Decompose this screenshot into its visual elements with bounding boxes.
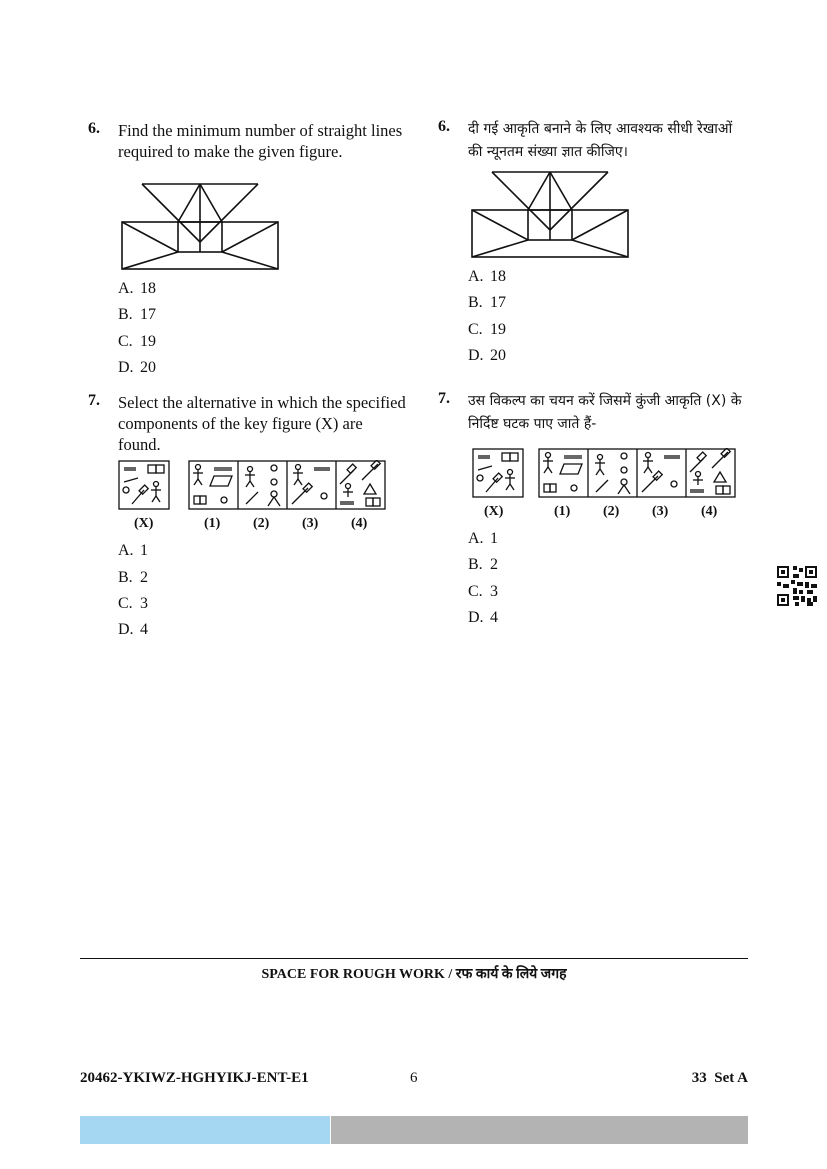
question-text: Select the alternative in which the specified components of the key figure (X) are found.: [118, 393, 406, 454]
option-value: 20: [140, 359, 156, 376]
option-value: 1: [490, 530, 498, 547]
option-c[interactable]: [118, 595, 148, 613]
option-label: A.: [468, 268, 484, 285]
question-text: उस विकल्प का चयन करें जिसमें कुंजी आकृति (X) के निर्दिष्ट घटक पाए जाते हैं-: [468, 393, 742, 432]
figure-label-1: (1): [204, 516, 221, 531]
option-label: B.: [468, 556, 483, 573]
option-value: 17: [140, 306, 156, 323]
option-label: A.: [468, 530, 484, 547]
qr-code-icon: [777, 566, 817, 606]
option-value: 19: [490, 321, 506, 338]
footer-set-label: Set A: [714, 1070, 748, 1086]
option-value: 2: [140, 569, 148, 586]
option-b[interactable]: [118, 569, 148, 587]
left-q6-figure: [120, 182, 280, 272]
option-c[interactable]: [118, 333, 156, 351]
option-value: 18: [490, 268, 506, 285]
right-q7-option-figures: [538, 448, 736, 498]
option-label: A.: [118, 280, 134, 297]
right-q7-key-figure: [472, 448, 524, 498]
option-label: D.: [468, 347, 484, 364]
option-a[interactable]: [468, 268, 506, 286]
question-number: 6.: [88, 120, 100, 137]
right-question-6: [438, 118, 758, 378]
left-q7-key-figure: [118, 460, 170, 510]
footer-page-number: 6: [410, 1070, 418, 1086]
option-a[interactable]: [118, 280, 156, 298]
question-number: 7.: [438, 390, 450, 407]
option-b[interactable]: [118, 306, 156, 324]
figure-label-x: (X): [484, 504, 504, 519]
question-number: 6.: [438, 118, 450, 135]
left-question-6: [88, 120, 408, 380]
option-a[interactable]: [468, 530, 498, 548]
option-value: 1: [140, 542, 148, 559]
option-value: 4: [490, 609, 498, 626]
option-d[interactable]: [468, 347, 506, 365]
option-d[interactable]: [118, 359, 156, 377]
option-label: C.: [468, 321, 483, 338]
option-label: D.: [118, 359, 134, 376]
footer-bar-blue: [80, 1116, 330, 1144]
figure-label-x: (X): [134, 516, 154, 531]
figure-label-2: (2): [253, 516, 270, 531]
figure-label-1: (1): [554, 504, 571, 519]
option-d[interactable]: [468, 609, 498, 627]
option-value: 17: [490, 294, 506, 311]
option-label: C.: [118, 595, 133, 612]
option-c[interactable]: [468, 321, 506, 339]
right-question-7: [438, 390, 758, 650]
option-c[interactable]: [468, 583, 498, 601]
figure-label-4: (4): [701, 504, 718, 519]
option-value: 2: [490, 556, 498, 573]
option-value: 3: [490, 583, 498, 600]
option-value: 19: [140, 333, 156, 350]
left-question-7: [88, 392, 408, 652]
option-label: B.: [118, 306, 133, 323]
footer-set-number: 33: [691, 1070, 707, 1086]
option-b[interactable]: [468, 556, 498, 574]
question-number: 7.: [88, 392, 100, 409]
option-label: D.: [468, 609, 484, 626]
figure-label-4: (4): [351, 516, 368, 531]
option-d[interactable]: [118, 621, 148, 639]
option-label: B.: [468, 294, 483, 311]
option-label: C.: [468, 583, 483, 600]
left-q7-option-figures: [188, 460, 386, 510]
option-b[interactable]: [468, 294, 506, 312]
option-label: D.: [118, 621, 134, 638]
option-value: 4: [140, 621, 148, 638]
question-text: दी गई आकृति बनाने के लिए आवश्यक सीधी रेखाओं की न्यूनतम संख्या ज्ञात कीजिए।: [468, 121, 733, 160]
footer-bar-gray: [331, 1116, 748, 1144]
figure-label-2: (2): [603, 504, 620, 519]
option-a[interactable]: [118, 542, 148, 560]
question-text: Find the minimum number of straight lines required to make the given figure.: [118, 121, 403, 161]
option-value: 18: [140, 280, 156, 297]
rough-work-label: SPACE FOR ROUGH WORK / रफ कार्य के लिये जगह: [261, 967, 567, 982]
figure-label-3: (3): [302, 516, 319, 531]
figure-label-3: (3): [652, 504, 669, 519]
option-value: 20: [490, 347, 506, 364]
footer-code: 20462-YKIWZ-HGHYIKJ-ENT-E1: [80, 1070, 309, 1086]
option-label: B.: [118, 569, 133, 586]
option-label: A.: [118, 542, 134, 559]
right-q6-figure: [470, 170, 630, 260]
option-label: C.: [118, 333, 133, 350]
option-value: 3: [140, 595, 148, 612]
rough-work-divider: [80, 958, 748, 959]
footer-set: [672, 1070, 748, 1087]
